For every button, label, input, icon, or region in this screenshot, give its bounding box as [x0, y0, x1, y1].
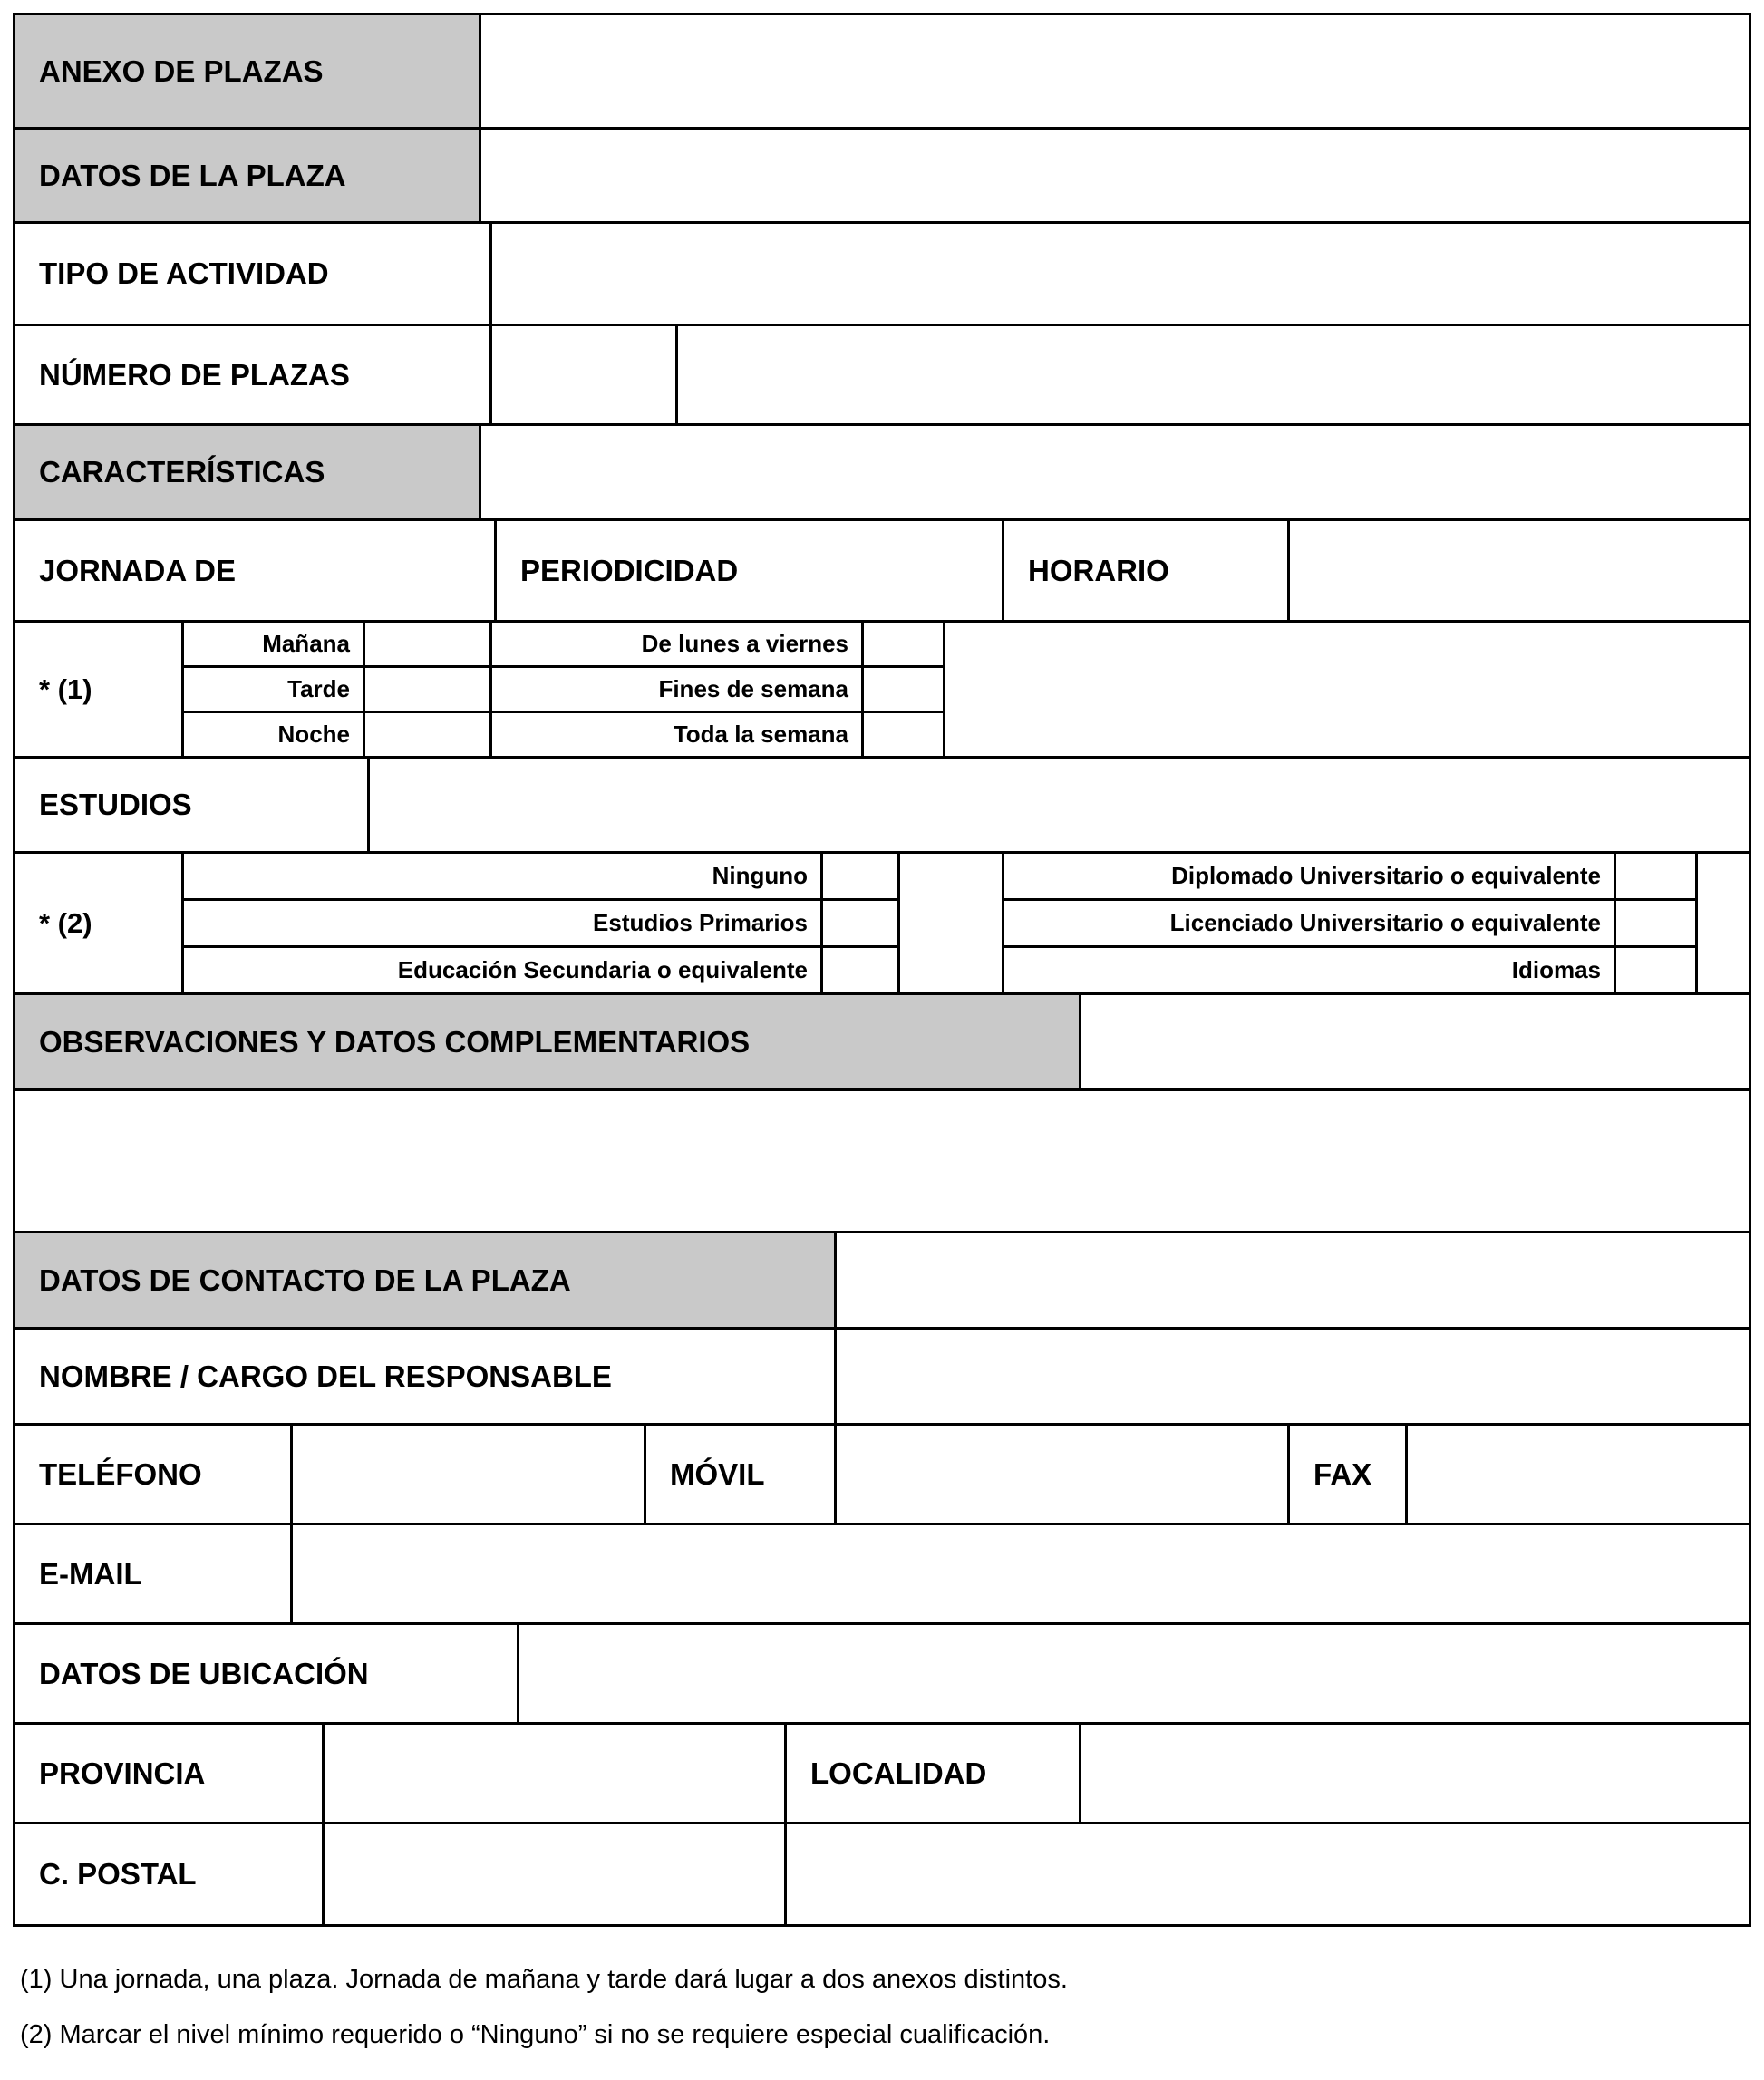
row-numero-plazas — [15, 326, 1749, 426]
observaciones-header-spacer — [1081, 995, 1749, 1088]
localidad-label: LOCALIDAD — [787, 1725, 1081, 1822]
datos-contacto-spacer — [837, 1233, 1749, 1327]
estudios-right-margin-spacer — [1698, 854, 1749, 992]
estudios-licenciado-checkbox[interactable] — [1616, 901, 1698, 945]
estudios-row-idiomas — [1004, 948, 1695, 992]
tipo-actividad-input[interactable] — [492, 224, 1749, 324]
fax-label: FAX — [1290, 1426, 1408, 1523]
observaciones-input[interactable] — [15, 1091, 1749, 1231]
jornada-manana-label: Mañana — [184, 623, 365, 665]
footnote-2: (2) Marcar el nivel mínimo requerido o “Ninguno” si no se requiere especial cualificación. — [20, 2020, 1051, 2049]
row-nombre-cargo — [15, 1330, 1749, 1426]
jornada-row-tarde — [184, 668, 943, 713]
estudios-label: ESTUDIOS — [15, 759, 370, 851]
anexo-header-spacer — [481, 15, 1749, 127]
anexo-plazas-form — [13, 13, 1751, 1927]
jornada-tarde-checkbox[interactable] — [365, 668, 492, 711]
periodicidad-fines-semana-label: Fines de semana — [492, 668, 864, 711]
movil-input[interactable] — [837, 1426, 1290, 1523]
row-c-postal — [15, 1824, 1749, 1924]
row-observaciones-input — [15, 1091, 1749, 1233]
periodicidad-toda-semana-label: Toda la semana — [492, 713, 864, 756]
c-postal-label: C. POSTAL — [15, 1824, 325, 1924]
row-datos-ubicacion — [15, 1625, 1749, 1725]
datos-plaza-header-cell: DATOS DE LA PLAZA — [15, 130, 481, 221]
estudios-options-right-grid — [1004, 854, 1698, 992]
nota2-marker: * (2) — [15, 854, 184, 992]
estudios-diplomado-checkbox[interactable] — [1616, 854, 1698, 898]
estudios-row-ninguno — [184, 854, 897, 901]
row-telefonos — [15, 1426, 1749, 1525]
datos-ubicacion-label: DATOS DE UBICACIÓN — [15, 1625, 519, 1722]
row-observaciones-header — [15, 995, 1749, 1091]
row-estudios — [15, 759, 1749, 854]
estudios-diplomado-label: Diplomado Universitario o equivalente — [1004, 854, 1616, 898]
jornada-options-grid — [184, 623, 945, 756]
anexo-header-cell: ANEXO DE PLAZAS — [15, 15, 481, 127]
row-email — [15, 1525, 1749, 1625]
row-caracteristicas — [15, 426, 1749, 521]
jornada-de-label: JORNADA DE — [15, 521, 497, 620]
estudios-options-left-grid — [184, 854, 900, 992]
jornada-tarde-label: Tarde — [184, 668, 365, 711]
estudios-row-primarios — [184, 901, 897, 948]
estudios-idiomas-label: Idiomas — [1004, 948, 1616, 992]
email-input[interactable] — [293, 1525, 1749, 1622]
estudios-licenciado-label: Licenciado Universitario o equivalente — [1004, 901, 1616, 945]
numero-plazas-spacer — [678, 326, 1749, 423]
nombre-cargo-label: NOMBRE / CARGO DEL RESPONSABLE — [15, 1330, 837, 1423]
footnote-1: (1) Una jornada, una plaza. Jornada de mañana y tarde dará lugar a dos anexos distintos. — [20, 1965, 1068, 1994]
footnotes — [13, 1927, 1751, 2050]
email-label: E-MAIL — [15, 1525, 293, 1622]
periodicidad-toda-semana-checkbox[interactable] — [864, 713, 945, 756]
row-tipo-actividad — [15, 224, 1749, 326]
estudios-spacer — [370, 759, 1749, 851]
horario-label: HORARIO — [1004, 521, 1290, 620]
datos-plaza-spacer — [481, 130, 1749, 221]
periodicidad-label: PERIODICIDAD — [497, 521, 1004, 620]
estudios-secundaria-checkbox[interactable] — [823, 948, 900, 992]
estudios-gap-spacer — [900, 854, 1004, 992]
fax-input[interactable] — [1408, 1426, 1749, 1523]
row-anexo — [15, 15, 1749, 130]
numero-plazas-label: NÚMERO DE PLAZAS — [15, 326, 492, 423]
estudios-primarios-checkbox[interactable] — [823, 901, 900, 945]
jornada-noche-label: Noche — [184, 713, 365, 756]
jornada-row-noche — [184, 713, 943, 756]
jornada-options-spacer — [945, 623, 1749, 756]
estudios-idiomas-checkbox[interactable] — [1616, 948, 1698, 992]
nota1-marker: * (1) — [15, 623, 184, 756]
estudios-row-diplomado — [1004, 854, 1695, 901]
row-datos-plaza — [15, 130, 1749, 224]
caracteristicas-spacer — [481, 426, 1749, 518]
row-jornada-header — [15, 521, 1749, 623]
periodicidad-fines-semana-checkbox[interactable] — [864, 668, 945, 711]
jornada-row-manana — [184, 623, 943, 668]
nombre-cargo-input[interactable] — [837, 1330, 1749, 1423]
movil-label: MÓVIL — [646, 1426, 837, 1523]
c-postal-spacer — [787, 1824, 1749, 1924]
datos-ubicacion-spacer — [519, 1625, 1749, 1722]
tipo-actividad-label: TIPO DE ACTIVIDAD — [15, 224, 492, 324]
provincia-input[interactable] — [325, 1725, 787, 1822]
row-estudios-options — [15, 854, 1749, 995]
horario-input[interactable] — [1290, 521, 1749, 620]
observaciones-header-cell: OBSERVACIONES Y DATOS COMPLEMENTARIOS — [15, 995, 1081, 1088]
caracteristicas-header-cell: CARACTERÍSTICAS — [15, 426, 481, 518]
localidad-input[interactable] — [1081, 1725, 1749, 1822]
provincia-label: PROVINCIA — [15, 1725, 325, 1822]
jornada-noche-checkbox[interactable] — [365, 713, 492, 756]
estudios-row-licenciado — [1004, 901, 1695, 948]
row-jornada-options — [15, 623, 1749, 759]
row-datos-contacto — [15, 1233, 1749, 1330]
estudios-row-secundaria — [184, 948, 897, 992]
periodicidad-lunes-viernes-checkbox[interactable] — [864, 623, 945, 665]
jornada-manana-checkbox[interactable] — [365, 623, 492, 665]
telefono-label: TELÉFONO — [15, 1426, 293, 1523]
estudios-secundaria-label: Educación Secundaria o equivalente — [184, 948, 823, 992]
estudios-ninguno-label: Ninguno — [184, 854, 823, 898]
periodicidad-lunes-viernes-label: De lunes a viernes — [492, 623, 864, 665]
row-provincia-localidad — [15, 1725, 1749, 1824]
datos-contacto-header-cell: DATOS DE CONTACTO DE LA PLAZA — [15, 1233, 837, 1327]
numero-plazas-input[interactable] — [492, 326, 678, 423]
estudios-primarios-label: Estudios Primarios — [184, 901, 823, 945]
c-postal-input[interactable] — [325, 1824, 787, 1924]
estudios-ninguno-checkbox[interactable] — [823, 854, 900, 898]
telefono-input[interactable] — [293, 1426, 646, 1523]
